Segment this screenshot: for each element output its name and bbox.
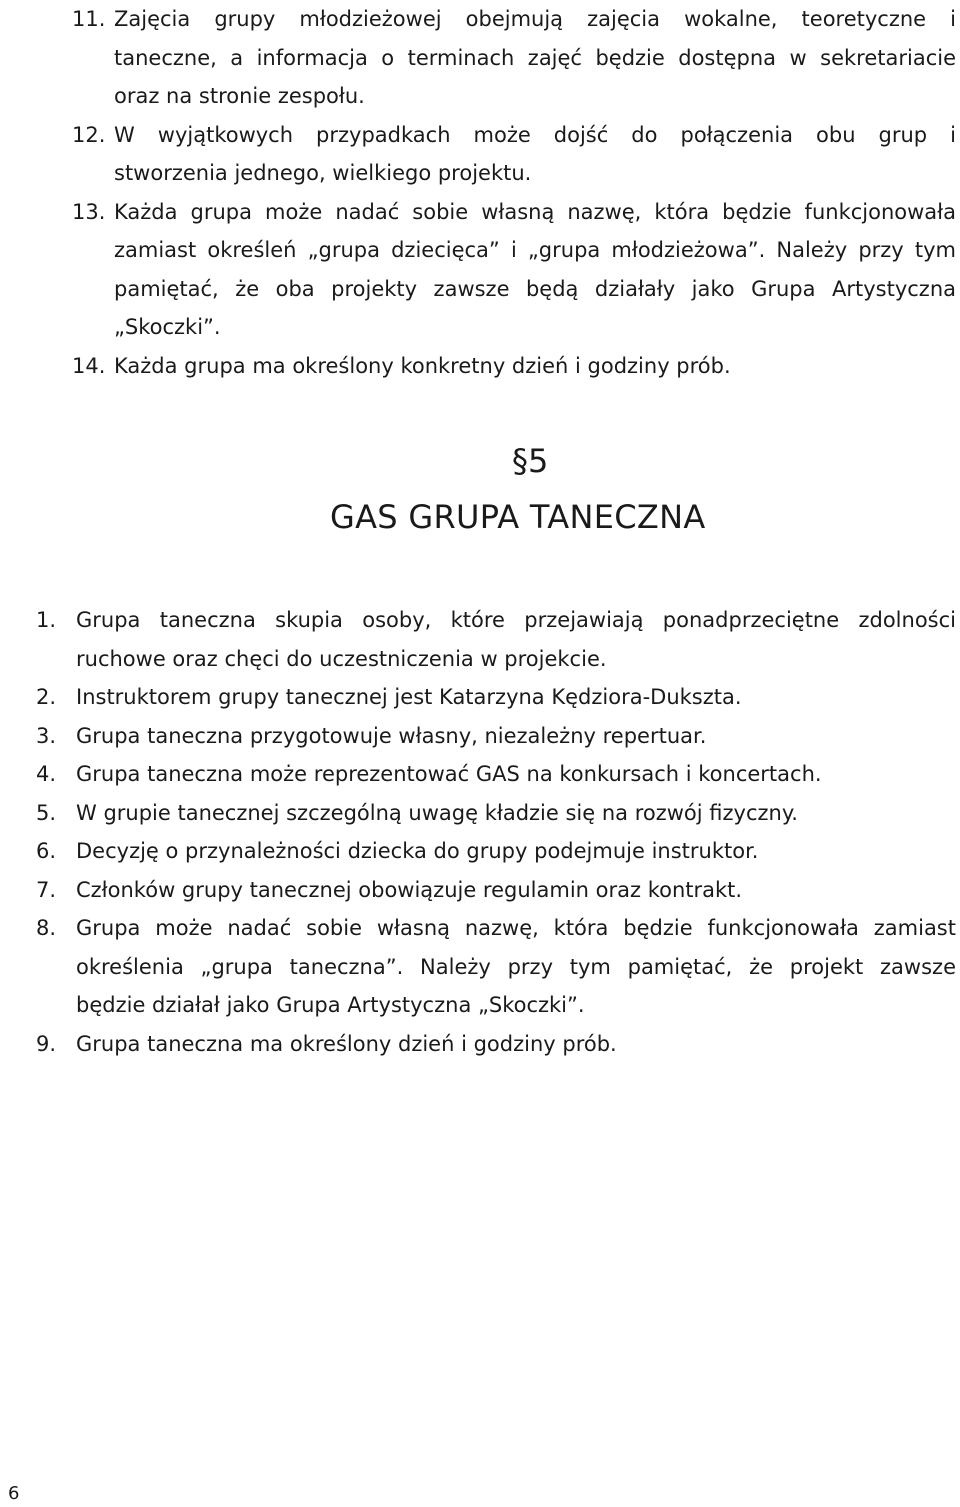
list-item-text-line: taneczne, a informacja o terminach zajęć będzie dostępna w sekretariacie xyxy=(114,45,956,70)
list-item-number: 8. xyxy=(36,916,57,940)
list-item xyxy=(36,717,956,756)
list-item-text-line: Zajęcia grupy młodzieżowej obejmują zajęcia wokalne, teoretyczne i xyxy=(114,7,956,31)
list-item-number: 11. xyxy=(72,7,106,31)
list-item-text-line: Grupa może nadać sobie własną nazwę, która będzie funkcjonowała zamiast xyxy=(76,916,956,940)
section-sign: §5 xyxy=(512,442,549,480)
list-item-text-line: W wyjątkowych przypadkach może dojść do połączenia obu grup i xyxy=(114,122,956,147)
list-item-text-line: Członków grupy tanecznej obowiązuje regulamin oraz kontrakt. xyxy=(76,877,743,902)
list-item-text-line: Każda grupa ma określony konkretny dzień i godziny prób. xyxy=(114,353,731,378)
list-item-number: 13. xyxy=(72,199,106,224)
list-item-number: 3. xyxy=(36,723,57,748)
list-item xyxy=(36,871,956,910)
list-item xyxy=(36,1025,956,1064)
dance-group-rules-list xyxy=(36,601,956,1063)
list-item-text-line: będzie działał jako Grupa Artystyczna „Skoczki”. xyxy=(76,993,585,1017)
list-item-text-line: ruchowe oraz chęci do uczestniczenia w projekcie. xyxy=(76,646,607,671)
list-item-text-line: „Skoczki”. xyxy=(114,315,221,339)
list-item-number: 1. xyxy=(36,608,57,632)
list-item-number: 12. xyxy=(72,122,106,147)
page-number: 6 xyxy=(8,1483,20,1504)
list-item xyxy=(36,909,956,1025)
list-item-text-line: W grupie tanecznej szczególną uwagę kładzie się na rozwój fizyczny. xyxy=(76,800,798,825)
list-item-number: 2. xyxy=(36,685,57,709)
list-item xyxy=(36,832,956,871)
list-item-text-line: określenia „grupa taneczna”. Należy przy tym pamiętać, że projekt zawsze xyxy=(76,954,956,979)
list-item-text-line: Każda grupa może nadać sobie własną nazwę, która będzie funkcjonowała xyxy=(114,199,956,224)
list-item-text-line: Grupa taneczna skupia osoby, które przejawiają ponadprzeciętne zdolności xyxy=(76,608,956,632)
list-item-text-line: Grupa taneczna przygotowuje własny, niezależny repertuar. xyxy=(76,723,707,748)
list-item-number: 7. xyxy=(36,877,57,902)
list-item-text-line: Instruktorem grupy tanecznej jest Katarzyna Kędziora-Dukszta. xyxy=(76,685,742,709)
list-item xyxy=(72,116,956,193)
list-item-text-line: stworzenia jednego, wielkiego projektu. xyxy=(114,161,532,185)
list-item-text-line: oraz na stronie zespołu. xyxy=(114,84,365,108)
list-item-number: 6. xyxy=(36,839,57,863)
list-item xyxy=(72,0,956,116)
upper-rules-list xyxy=(72,0,956,385)
list-item xyxy=(36,755,956,794)
list-item xyxy=(36,678,956,717)
list-item-text-line: zamiast określeń „grupa dziecięca” i „grupa młodzieżowa”. Należy przy tym xyxy=(114,238,956,262)
list-item-text-line: Decyzję o przynależności dziecka do grupy podejmuje instruktor. xyxy=(76,839,759,863)
list-item-number: 14. xyxy=(72,353,106,378)
list-item xyxy=(72,193,956,347)
list-item xyxy=(36,794,956,833)
list-item-number: 9. xyxy=(36,1031,57,1056)
list-item-number: 5. xyxy=(36,800,57,825)
list-item-text-line: Grupa taneczna ma określony dzień i godziny prób. xyxy=(76,1031,617,1056)
list-item-text-line: pamiętać, że oba projekty zawsze będą działały jako Grupa Artystyczna xyxy=(114,276,956,301)
list-item xyxy=(36,601,956,678)
list-item-text-line: Grupa taneczna może reprezentować GAS na konkursach i koncertach. xyxy=(76,762,822,786)
section-title: GAS GRUPA TANECZNA xyxy=(330,498,706,536)
list-item-number: 4. xyxy=(36,762,57,786)
list-item xyxy=(72,347,956,386)
